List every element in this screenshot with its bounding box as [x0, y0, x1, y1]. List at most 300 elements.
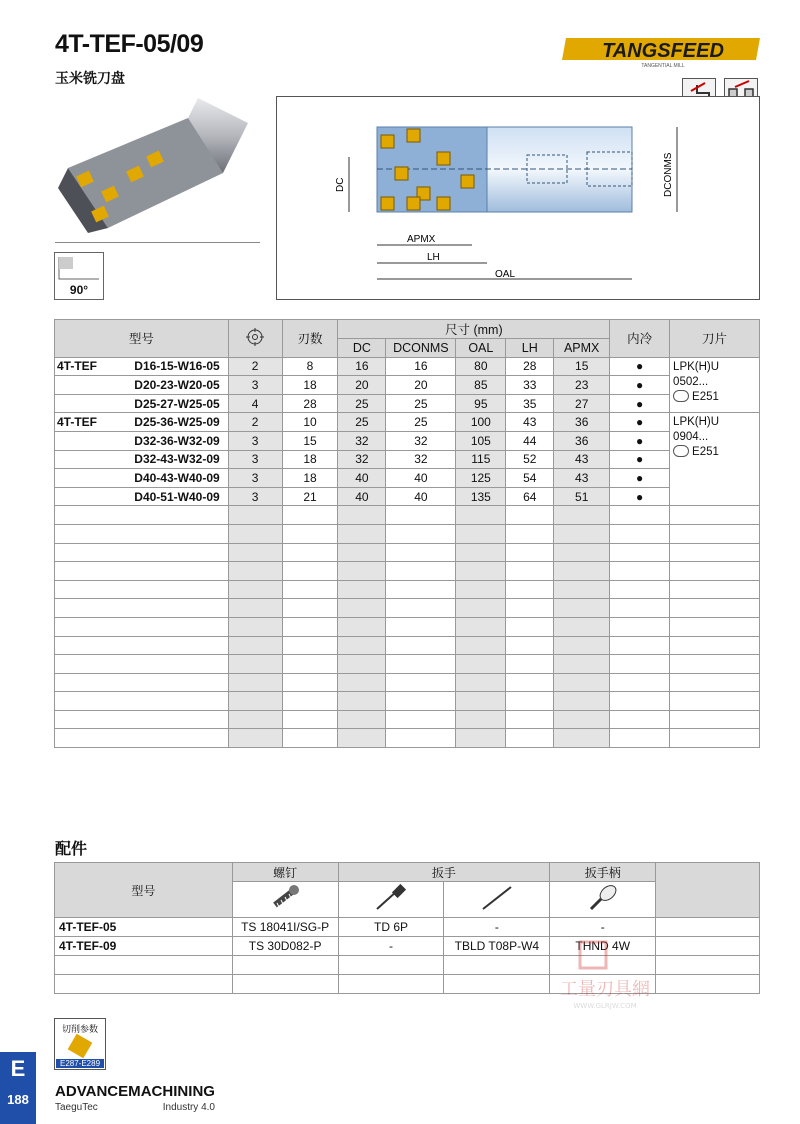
cell-oal [456, 580, 506, 599]
cell-z [228, 655, 282, 674]
watermark [540, 940, 670, 1010]
acc-cell-model: 4T-TEF-05 [55, 918, 233, 937]
cell-apmx [554, 524, 610, 543]
cell-dc [338, 729, 386, 748]
cell-coolant [610, 655, 670, 674]
insert-name: LPK(H)U [673, 360, 720, 373]
cell-flutes: 15 [282, 431, 338, 450]
table-row [55, 580, 760, 599]
cell-prefix [55, 599, 109, 618]
cell-model [108, 729, 228, 748]
cell-model: D16-15-W16-05 [108, 357, 228, 376]
tangspeed-logo [560, 30, 765, 70]
cell-z [228, 599, 282, 618]
section-tab [0, 1052, 36, 1124]
dim-oal: OAL [495, 269, 516, 280]
cell-flutes [282, 524, 338, 543]
cell-dconms: 32 [386, 431, 456, 450]
acc-cell-w2 [444, 956, 550, 975]
cell-flutes [282, 655, 338, 674]
cell-model: D25-27-W25-05 [108, 394, 228, 413]
cell-oal: 115 [456, 450, 506, 469]
cell-z: 3 [228, 431, 282, 450]
cell-dconms [386, 655, 456, 674]
cell-coolant [610, 524, 670, 543]
bit-icon [477, 883, 517, 913]
cell-z: 4 [228, 394, 282, 413]
dim-apmx: APMX [407, 234, 436, 245]
cell-lh: 28 [506, 357, 554, 376]
cell-flutes [282, 506, 338, 525]
cell-flutes [282, 729, 338, 748]
cell-lh [506, 543, 554, 562]
table-row [55, 673, 760, 692]
acc-cell-screw: TS 18041I/SG-P [232, 918, 338, 937]
cell-model: D25-36-W25-09 [108, 413, 228, 432]
cell-apmx: 27 [554, 394, 610, 413]
acc-col-empty [656, 863, 760, 918]
brand-text: TANGSFEED [602, 40, 724, 62]
insert-code: 0904... [673, 431, 709, 444]
table-row [55, 729, 760, 748]
cell-insert [670, 636, 760, 655]
cell-apmx [554, 710, 610, 729]
cell-flutes [282, 636, 338, 655]
cell-apmx [554, 673, 610, 692]
cell-dconms [386, 580, 456, 599]
cell-dc: 40 [338, 487, 386, 506]
cell-lh [506, 617, 554, 636]
cell-prefix [55, 376, 109, 395]
cell-coolant: ● [610, 487, 670, 506]
cell-z: 3 [228, 469, 282, 488]
separator-line [55, 242, 260, 243]
cell-dc: 16 [338, 357, 386, 376]
table-row [55, 710, 760, 729]
angle-icon [55, 253, 103, 283]
cell-coolant [610, 599, 670, 618]
cell-prefix: 4T-TEF [55, 413, 109, 432]
cell-prefix [55, 729, 109, 748]
acc-col-screw: 螺钉 [232, 863, 338, 882]
cell-lh [506, 692, 554, 711]
cell-model [108, 543, 228, 562]
cell-oal: 95 [456, 394, 506, 413]
cell-dc: 25 [338, 413, 386, 432]
cell-coolant [610, 692, 670, 711]
dim-lh: LH [427, 252, 440, 263]
cell-z [228, 562, 282, 581]
cell-lh [506, 655, 554, 674]
cell-coolant: ● [610, 376, 670, 395]
cell-prefix [55, 692, 109, 711]
cell-dc [338, 673, 386, 692]
cell-prefix [55, 562, 109, 581]
logo-right-text: Industry 4.0 [162, 1102, 215, 1113]
cell-apmx [554, 636, 610, 655]
cell-oal [456, 710, 506, 729]
cell-insert [670, 524, 760, 543]
acc-cell-screw: TS 30D082-P [232, 937, 338, 956]
table-row [55, 636, 760, 655]
acc-cell-screw [232, 956, 338, 975]
cell-flutes [282, 617, 338, 636]
table-row [55, 394, 760, 413]
cell-flutes [282, 543, 338, 562]
cell-model [108, 580, 228, 599]
cell-dconms [386, 599, 456, 618]
cell-dconms: 25 [386, 394, 456, 413]
cell-oal: 125 [456, 469, 506, 488]
cell-apmx [554, 580, 610, 599]
cell-z: 2 [228, 357, 282, 376]
cell-coolant: ● [610, 431, 670, 450]
cell-flutes [282, 562, 338, 581]
acc-col-handle: 扳手柄 [550, 863, 656, 882]
acc-row [55, 918, 760, 937]
cell-prefix: 4T-TEF [55, 357, 109, 376]
cell-insert [670, 729, 760, 748]
cell-lh: 64 [506, 487, 554, 506]
cell-dc [338, 655, 386, 674]
page-number: 188 [7, 1092, 29, 1107]
cell-oal: 135 [456, 487, 506, 506]
cell-flutes: 21 [282, 487, 338, 506]
table-row [55, 617, 760, 636]
cutting-params-pages: E287-E289 [56, 1059, 104, 1068]
insert-code: 0502... [673, 375, 709, 388]
cell-coolant [610, 580, 670, 599]
col-dc: DC [338, 339, 386, 358]
cell-dconms: 40 [386, 487, 456, 506]
cell-lh: 44 [506, 431, 554, 450]
cell-dc: 32 [338, 431, 386, 450]
acc-cell-handle: THND 4W [550, 937, 656, 956]
cell-flutes: 8 [282, 357, 338, 376]
cell-prefix [55, 655, 109, 674]
cell-model: D40-43-W40-09 [108, 469, 228, 488]
cell-oal [456, 673, 506, 692]
acc-cell-w2: TBLD T08P-W4 [444, 937, 550, 956]
cell-insert [670, 357, 760, 413]
cell-oal [456, 617, 506, 636]
logo-left-text: TaeguTec [55, 1102, 98, 1113]
cell-lh [506, 599, 554, 618]
cell-flutes: 28 [282, 394, 338, 413]
acc-cell-handle: - [550, 918, 656, 937]
cell-coolant [610, 673, 670, 692]
cell-flutes [282, 580, 338, 599]
cell-model: D32-43-W32-09 [108, 450, 228, 469]
cell-dc [338, 617, 386, 636]
torx-wrench-icon-cell [338, 882, 444, 918]
cell-model: D20-23-W20-05 [108, 376, 228, 395]
cell-prefix [55, 431, 109, 450]
acc-cell-empty [656, 937, 760, 956]
acc-col-wrench: 扳手 [338, 863, 550, 882]
acc-col-model: 型号 [55, 863, 233, 918]
advance-machining-logo [55, 1080, 220, 1114]
cell-lh: 54 [506, 469, 554, 488]
brand-subtext: TANGENTIAL MILL [641, 63, 685, 69]
col-coolant: 内冷 [610, 320, 670, 358]
cell-flutes [282, 710, 338, 729]
cell-apmx: 23 [554, 376, 610, 395]
bit-icon-cell [444, 882, 550, 918]
cell-oal [456, 506, 506, 525]
cell-coolant: ● [610, 357, 670, 376]
cell-insert [670, 710, 760, 729]
cell-oal: 80 [456, 357, 506, 376]
accessories-title: 配件 [55, 841, 88, 858]
angle-90-badge [54, 252, 104, 300]
cell-model [108, 673, 228, 692]
cell-dc [338, 710, 386, 729]
cell-lh: 43 [506, 413, 554, 432]
cell-dconms [386, 729, 456, 748]
acc-cell-model [55, 956, 233, 975]
acc-cell-w1 [338, 956, 444, 975]
table-row [55, 450, 760, 469]
logo-top-text: ADVANCEMACHINING [55, 1083, 216, 1100]
cell-apmx [554, 599, 610, 618]
cell-z [228, 729, 282, 748]
cell-apmx [554, 506, 610, 525]
angle-label: 90° [69, 283, 89, 297]
cell-model [108, 599, 228, 618]
cell-oal [456, 599, 506, 618]
cell-lh: 35 [506, 394, 554, 413]
table-row [55, 376, 760, 395]
cell-prefix [55, 506, 109, 525]
cell-oal: 105 [456, 431, 506, 450]
cell-insert [670, 655, 760, 674]
cell-dconms [386, 617, 456, 636]
cell-dconms [386, 710, 456, 729]
cell-model [108, 636, 228, 655]
cell-coolant: ● [610, 394, 670, 413]
screw-icon-cell [232, 882, 338, 918]
insert-ref[interactable] [673, 390, 756, 405]
page-title: 4T-TEF-05/09 [55, 30, 204, 58]
technical-drawing [276, 96, 760, 300]
cell-prefix [55, 617, 109, 636]
col-model: 型号 [55, 320, 229, 358]
cell-coolant [610, 710, 670, 729]
cell-z [228, 692, 282, 711]
table-row [55, 469, 760, 488]
cell-z [228, 673, 282, 692]
col-oal: OAL [456, 339, 506, 358]
cell-coolant [610, 543, 670, 562]
cell-coolant: ● [610, 469, 670, 488]
table-row [55, 692, 760, 711]
cell-dc: 40 [338, 469, 386, 488]
cell-dc: 25 [338, 394, 386, 413]
cell-dconms: 25 [386, 413, 456, 432]
cell-dconms [386, 543, 456, 562]
cell-lh [506, 524, 554, 543]
cell-z [228, 710, 282, 729]
cell-apmx: 36 [554, 431, 610, 450]
cell-flutes: 18 [282, 450, 338, 469]
cell-lh [506, 636, 554, 655]
table-row [55, 487, 760, 506]
col-dconms: DCONMS [386, 339, 456, 358]
cell-dc [338, 636, 386, 655]
acc-cell-w1: TD 6P [338, 918, 444, 937]
cell-model [108, 692, 228, 711]
cell-dc [338, 524, 386, 543]
acc-cell-w1: - [338, 937, 444, 956]
cell-prefix [55, 636, 109, 655]
cell-z [228, 506, 282, 525]
cell-z [228, 543, 282, 562]
cell-dconms [386, 524, 456, 543]
cell-apmx [554, 692, 610, 711]
cell-dc [338, 599, 386, 618]
cell-lh [506, 710, 554, 729]
cell-lh: 33 [506, 376, 554, 395]
acc-cell-empty [656, 975, 760, 994]
table-row [55, 506, 760, 525]
handle-icon-cell [550, 882, 656, 918]
acc-cell-w2: - [444, 918, 550, 937]
cell-coolant [610, 617, 670, 636]
cutting-params-ref[interactable] [54, 1018, 106, 1070]
cell-oal [456, 524, 506, 543]
cell-insert [670, 692, 760, 711]
cell-z: 3 [228, 487, 282, 506]
table-row [55, 562, 760, 581]
cell-coolant: ● [610, 413, 670, 432]
cell-dconms: 40 [386, 469, 456, 488]
cell-z [228, 524, 282, 543]
cell-dconms [386, 636, 456, 655]
cell-model [108, 617, 228, 636]
cell-dconms [386, 692, 456, 711]
acc-cell-model [55, 975, 233, 994]
cell-coolant [610, 636, 670, 655]
cell-apmx [554, 729, 610, 748]
cell-prefix [55, 450, 109, 469]
cutting-params-icon [55, 1033, 105, 1061]
cell-dc [338, 692, 386, 711]
table-row [55, 655, 760, 674]
cell-insert [670, 506, 760, 525]
cell-dconms: 20 [386, 376, 456, 395]
acc-cell-w1 [338, 975, 444, 994]
table-row [55, 543, 760, 562]
cell-dconms [386, 506, 456, 525]
cell-dc [338, 543, 386, 562]
cutter-teeth-icon [245, 327, 265, 347]
cell-model [108, 562, 228, 581]
cell-oal: 100 [456, 413, 506, 432]
cell-z: 2 [228, 413, 282, 432]
acc-cell-empty [656, 918, 760, 937]
cell-flutes [282, 673, 338, 692]
watermark-url: WWW.GLRJW.COM [573, 1002, 637, 1010]
cell-flutes [282, 599, 338, 618]
screwdriver-icon [371, 883, 411, 913]
cell-model [108, 710, 228, 729]
insert-page: E251 [692, 446, 719, 459]
table-row [55, 413, 760, 432]
table-row [55, 599, 760, 618]
insert-page: E251 [692, 390, 719, 403]
cell-lh [506, 580, 554, 599]
insert-name: LPK(H)U [673, 416, 720, 429]
col-apmx: APMX [554, 339, 610, 358]
acc-cell-screw [232, 975, 338, 994]
cell-apmx: 15 [554, 357, 610, 376]
page-subtitle: 玉米铣刀盘 [55, 70, 125, 86]
cell-flutes: 10 [282, 413, 338, 432]
insert-ref[interactable] [673, 445, 756, 460]
cell-apmx [554, 617, 610, 636]
cell-dconms: 32 [386, 450, 456, 469]
cell-apmx [554, 562, 610, 581]
cell-flutes: 18 [282, 376, 338, 395]
cell-oal [456, 543, 506, 562]
cell-z: 3 [228, 450, 282, 469]
cell-oal [456, 729, 506, 748]
col-dims-group: 尺寸 (mm) [338, 320, 610, 339]
cell-dc [338, 580, 386, 599]
table-row [55, 357, 760, 376]
cell-lh [506, 729, 554, 748]
cell-oal: 85 [456, 376, 506, 395]
cell-oal [456, 692, 506, 711]
cell-flutes [282, 692, 338, 711]
cell-z [228, 617, 282, 636]
cell-coolant [610, 506, 670, 525]
cell-dconms [386, 562, 456, 581]
cell-insert [670, 543, 760, 562]
cell-prefix [55, 580, 109, 599]
cell-dc [338, 562, 386, 581]
section-letter: E [10, 1056, 26, 1081]
tool-photo [48, 88, 258, 238]
cell-coolant [610, 729, 670, 748]
cell-model: D40-51-W40-09 [108, 487, 228, 506]
cell-dconms: 16 [386, 357, 456, 376]
cell-prefix [55, 673, 109, 692]
cell-z [228, 636, 282, 655]
cell-insert [670, 580, 760, 599]
acc-cell-empty [656, 956, 760, 975]
cell-insert [670, 413, 760, 506]
cell-flutes: 18 [282, 469, 338, 488]
acc-cell-model: 4T-TEF-09 [55, 937, 233, 956]
cell-insert [670, 617, 760, 636]
cell-insert [670, 562, 760, 581]
magnifier-icon [673, 390, 689, 402]
cell-apmx: 36 [554, 413, 610, 432]
cell-lh [506, 562, 554, 581]
cell-oal [456, 562, 506, 581]
cell-coolant: ● [610, 450, 670, 469]
cell-apmx: 43 [554, 469, 610, 488]
cell-prefix [55, 469, 109, 488]
table-row [55, 431, 760, 450]
cell-z: 3 [228, 376, 282, 395]
handle-icon [583, 883, 623, 913]
product-table [54, 319, 760, 748]
col-lh: LH [506, 339, 554, 358]
cell-prefix [55, 524, 109, 543]
